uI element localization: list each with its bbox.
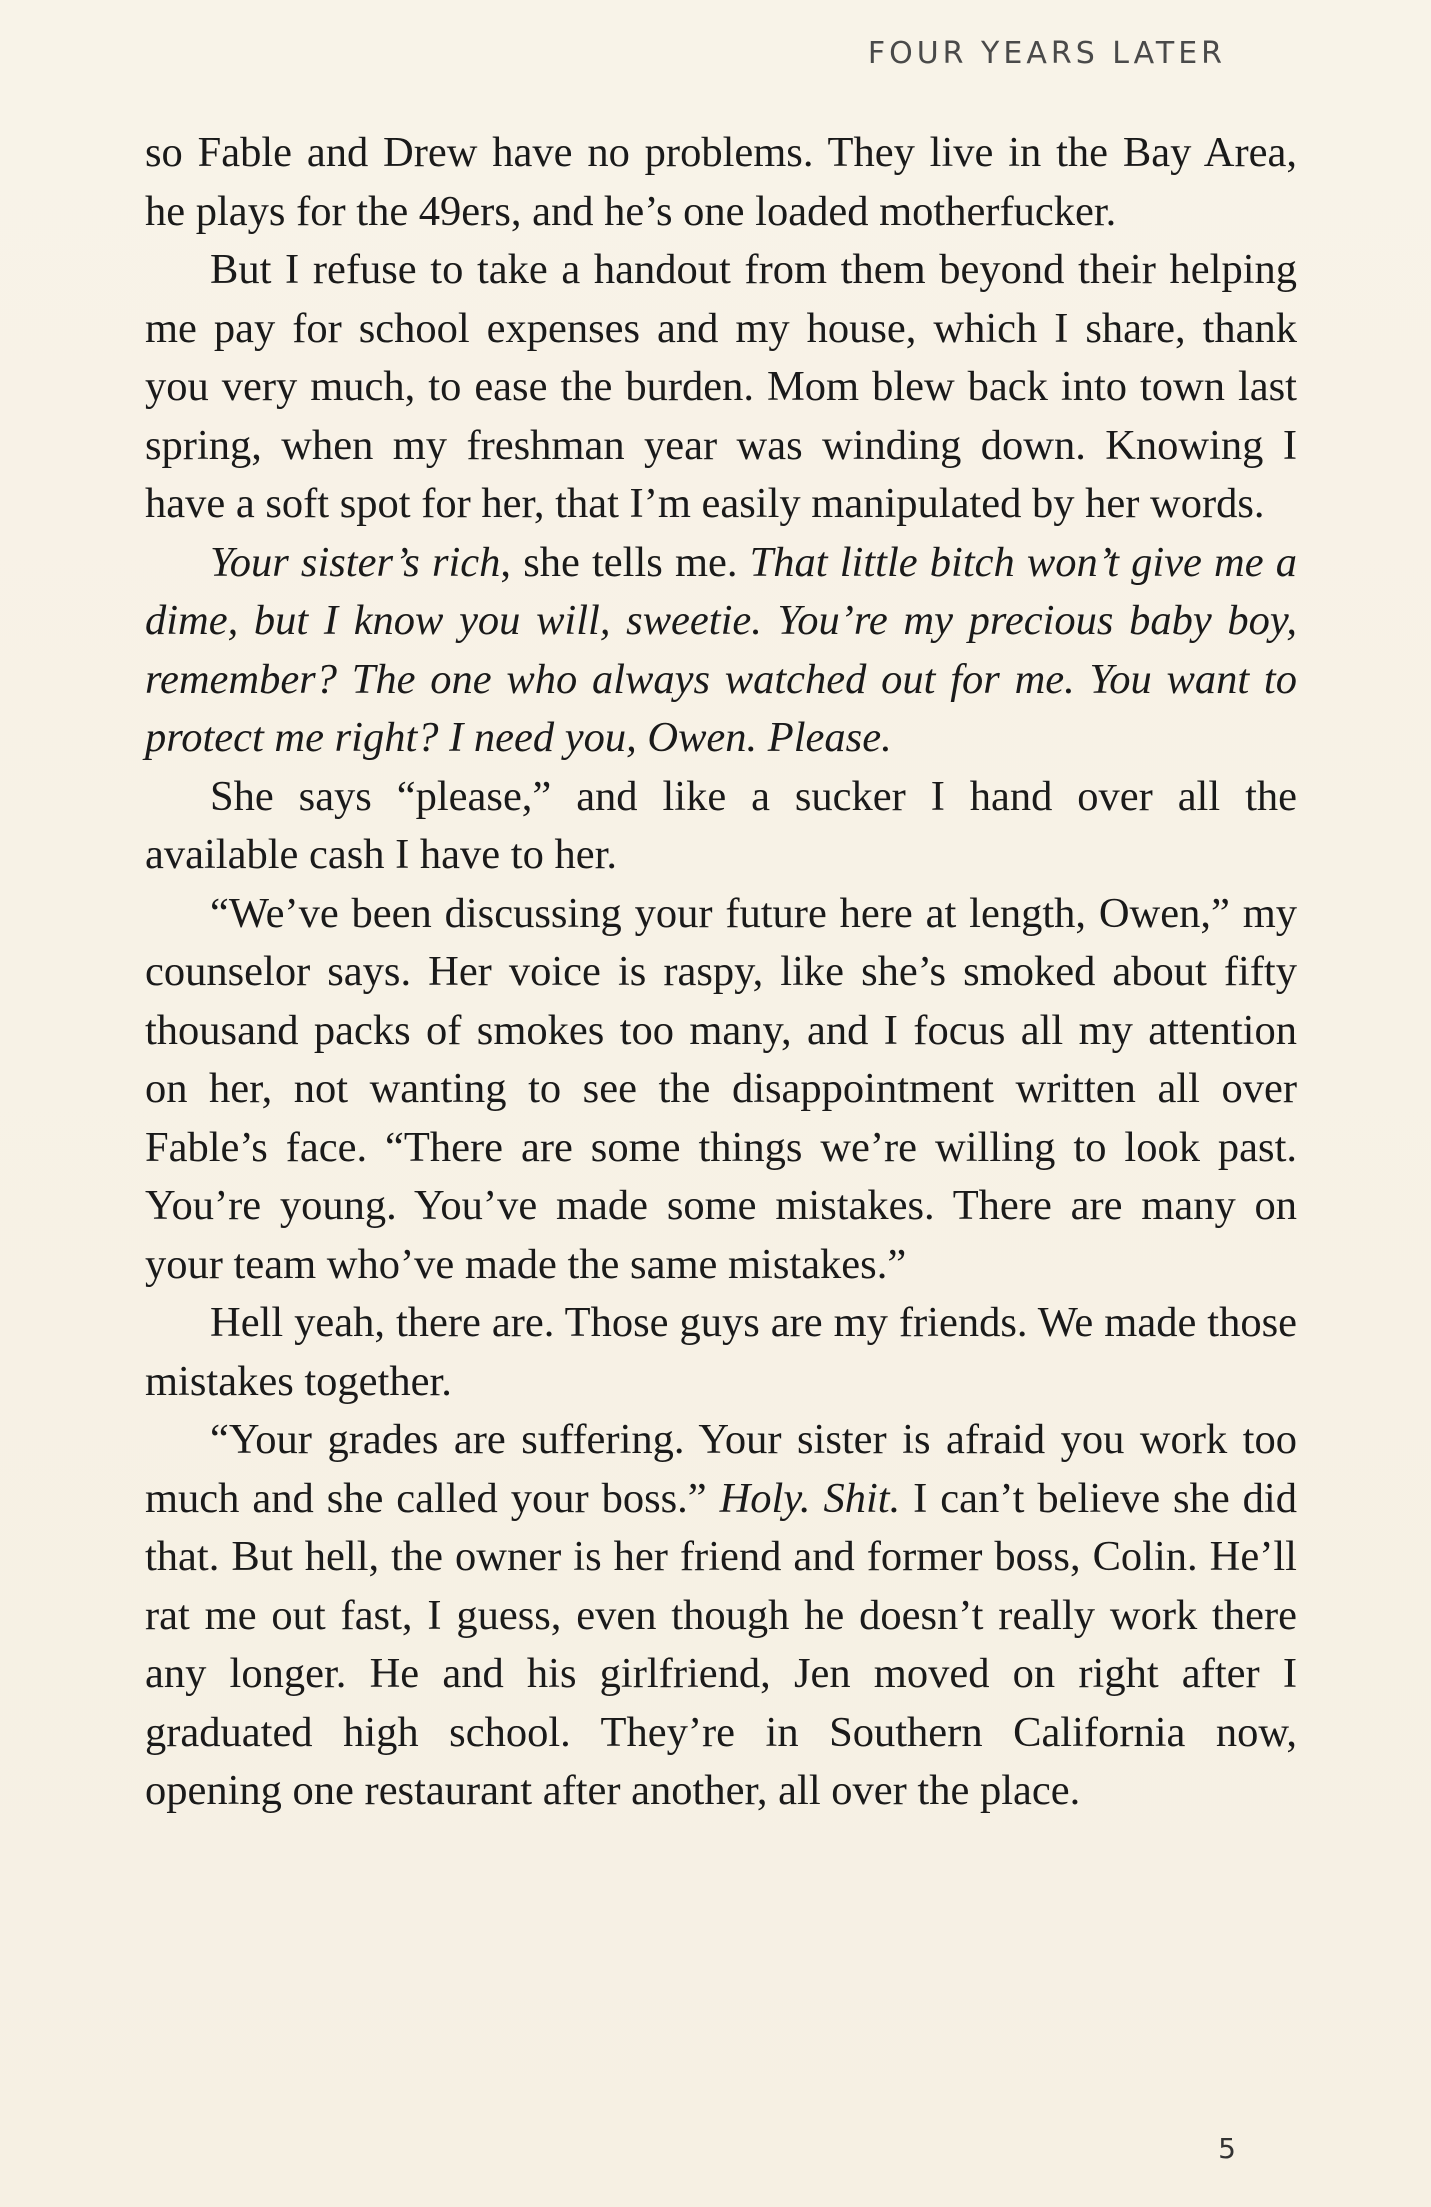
paragraph-4-text: She says “please,” and like a sucker I hand over all the available cash I have to her.	[145, 772, 1297, 878]
paragraph-1-text: so Fable and Drew have no problems. They live in the Bay Area, he plays for the 49ers, and he’s one loaded motherfucker.	[145, 129, 1297, 235]
paragraph-6-text: Hell yeah, there are. Those guys are my friends. We made those mistakes together.	[145, 1299, 1297, 1405]
paragraph-3-italic-2: That little bitch won’t give me a dime, but I know you will, sweetie. You’re my precious baby boy, remember? The one who always watched out for me. You want to protect me right? I need you, Owen. Please.	[145, 538, 1298, 761]
paragraph-5-text: “We’ve been discussing your future here at length, Owen,” my counselor says. Her voice is raspy, like she’s smoked about fifty thousand packs of smokes too many, and I focus all my attention on her, not wanting to see the disappointment written all over Fable’s face. “There are some things we’re willing to look past. You’re young. You’ve made some mistakes. There are many on your team who’ve made the same mistakes.”	[145, 889, 1297, 1288]
paragraph-6	[145, 1294, 1297, 1411]
body-text	[145, 124, 1297, 1821]
paragraph-5	[145, 885, 1297, 1295]
paragraph-7	[145, 1411, 1297, 1821]
paragraph-2	[145, 241, 1297, 534]
running-head: FOUR YEARS LATER	[867, 36, 1226, 71]
page-number: 5	[1218, 2132, 1236, 2165]
paragraph-7-text-2: I can’t believe she did that. But hell, the owner is her friend and former boss, Colin. He’ll rat me out fast, I guess, even though he doesn’t really work there any longer. He and his girlfriend, Jen moved on right after I graduated high school. They’re in Southern California now, opening one restaurant after another, all over the place.	[145, 1474, 1297, 1814]
paragraph-3-italic-1: Your sister’s rich	[210, 538, 501, 586]
paragraph-4	[145, 768, 1297, 885]
paragraph-3-text: , she tells me.	[500, 538, 750, 586]
paragraph-7-text-1: “Your grades are suffering. Your sister is afraid you work too much and she called your boss.”	[145, 1416, 1297, 1522]
paragraph-3	[145, 534, 1297, 768]
paragraph-7-italic: Holy. Shit.	[719, 1474, 901, 1522]
paragraph-2-text: But I refuse to take a handout from them beyond their helping me pay for school expenses and my house, which I share, thank you very much, to ease the burden. Mom blew back into town last spring, when my freshman year was winding down. Knowing I have a soft spot for her, that I’m easily manipulated by her words.	[145, 246, 1297, 527]
paragraph-1	[145, 124, 1297, 241]
